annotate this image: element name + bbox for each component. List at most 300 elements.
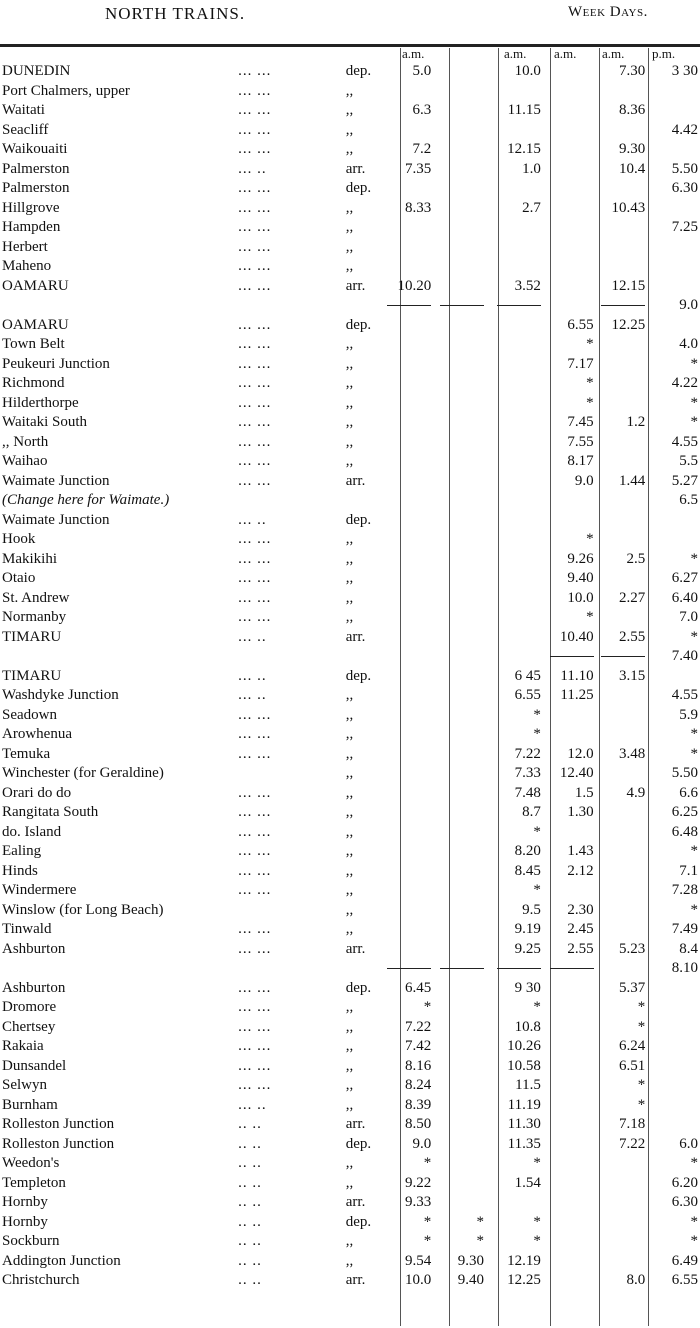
time-cell [543,979,596,999]
time-cell: 1.44 [618,472,646,489]
time-cell [596,1252,648,1272]
time-cell [433,296,486,316]
time-cell: 9.33 [405,1194,432,1210]
time-cell [381,472,434,492]
time-cell [486,1193,543,1213]
station-name: TIMARU [2,628,62,645]
time-cell: 9 30 [514,979,541,996]
time-cell [433,238,486,258]
time-cell: 3.48 [618,745,646,762]
time-cell: * [476,1233,484,1249]
table-row [0,1135,700,1155]
table-row [0,199,700,219]
time-cell: 12.0 [567,745,594,762]
time-cell [486,491,543,511]
table-row [0,667,700,687]
leader-dots: ... ... [238,199,272,216]
station-name: Temuka [2,745,51,762]
time-cell [596,823,648,843]
time-cell: * [690,745,698,762]
time-cell [647,82,700,102]
time-cell [543,1271,596,1291]
station-name: Waikouaiti [2,141,68,157]
time-cell [433,764,486,784]
time-cell [596,218,648,238]
time-cell [543,1154,596,1174]
time-cell [433,1057,486,1077]
station-name: Rolleston Junction [2,1116,115,1132]
table-row [0,764,700,784]
arr-dep-note: ,, [345,570,354,586]
time-cell [486,374,543,394]
time-cell: 5.37 [618,979,646,996]
time-cell [596,257,648,277]
separator-rule [497,968,541,969]
arr-dep-note: ,, [345,882,354,898]
time-cell [543,1193,596,1213]
time-cell [543,491,596,511]
time-cell [433,706,486,726]
station-name: ,, North [2,433,49,450]
station-name: Waimate Junction [2,472,110,489]
table-row [0,238,700,258]
time-cell [433,628,486,648]
table-row [0,1232,700,1252]
station-name [0,296,236,316]
leader-dots [236,296,346,316]
separator-rule [440,305,484,306]
time-cell [486,335,543,355]
time-cell: * [637,1018,646,1035]
time-cell [433,823,486,843]
time-cell: 11.30 [507,1116,541,1132]
station-name: Makikihi [2,550,57,567]
leader-dots: ... ... [238,1018,272,1035]
time-cell: * [690,628,698,645]
time-cell: 6.30 [671,180,698,196]
time-cell [596,569,648,589]
time-cell [433,121,486,141]
arr-dep-note: dep. [345,1213,372,1230]
time-cell: 2.12 [567,862,594,879]
time-cell [596,959,648,979]
time-cell [381,452,434,472]
time-cell: 11.25 [560,687,594,703]
time-cell: * [533,823,541,840]
column-header: a.m. [402,46,425,61]
time-cell [433,667,486,687]
arr-dep-note [346,296,381,316]
arr-dep-note: ,, [345,355,354,372]
time-cell: 11.5 [515,1077,541,1093]
leader-dots: ... ... [238,1057,272,1074]
leader-dots: .. .. [238,1116,262,1132]
station-name: Weedon's [2,1155,60,1171]
table-row [0,1076,700,1096]
leader-dots: ... ... [238,589,272,606]
time-cell: 6.55 [567,316,594,333]
time-cell: 10.0 [567,589,594,606]
station-name: Addington Junction [2,1252,121,1269]
time-cell [543,257,596,277]
time-cell [596,881,648,901]
time-cell: 7.45 [567,414,594,430]
time-cell [543,101,596,121]
time-cell [543,1037,596,1057]
table-row [0,433,700,453]
table-row [0,628,700,648]
arr-dep-note: arr. [345,472,366,489]
time-cell [543,82,596,102]
time-cell: * [533,1155,541,1171]
arr-dep-note: arr. [345,160,366,177]
time-cell [433,589,486,609]
time-cell [381,413,434,433]
time-cell: 4.55 [671,433,698,450]
time-cell [543,1057,596,1077]
station-name: Hornby [2,1213,48,1230]
arr-dep-note: ,, [345,999,354,1015]
arr-dep-note: ,, [345,1038,354,1054]
station-name: Arowhenua [2,726,72,742]
time-cell: 7.22 [618,1135,646,1152]
time-cell: 9.26 [567,550,594,567]
arr-dep-note: ,, [345,550,354,567]
time-cell: 7.55 [567,433,594,450]
station-name: Dunsandel [2,1057,67,1074]
table-row [0,686,700,706]
time-cell [647,1018,700,1038]
leader-dots: ... ... [238,1077,272,1093]
arr-dep-note [346,647,381,667]
time-cell [433,179,486,199]
table-row [0,647,700,667]
time-cell: 4.42 [671,121,698,138]
station-name: Dromore [2,999,57,1015]
time-cell [381,257,434,277]
time-cell [543,1232,596,1252]
time-cell [381,881,434,901]
time-cell [381,394,434,414]
separator-rule [387,968,431,969]
time-cell [596,296,648,316]
table-row [0,257,700,277]
table-row [0,472,700,492]
time-cell [596,608,648,628]
separator-rule [550,656,594,657]
station-name: Tinwald [2,921,52,937]
time-cell [543,1076,596,1096]
station-name: Otaio [2,570,36,586]
time-cell: * [533,1213,541,1230]
table-row [0,589,700,609]
time-cell [381,920,434,940]
time-cell: * [690,550,698,567]
page-title: NORTH TRAINS. [105,4,246,23]
time-cell [433,881,486,901]
time-cell: 6 45 [514,667,541,684]
leader-dots: .. .. [238,1272,262,1288]
station-name: Palmerston [2,160,70,177]
time-cell [433,199,486,219]
station-name: Christchurch [2,1272,80,1288]
arr-dep-note: ,, [345,1233,354,1249]
time-cell [647,998,700,1018]
time-cell [596,862,648,882]
time-cell [543,277,596,297]
arr-dep-note: ,, [345,589,354,606]
arr-dep-note: ,, [345,1057,354,1074]
time-cell: 12.15 [507,141,541,157]
leader-dots: ... ... [238,921,272,937]
time-cell: * [637,1077,646,1093]
time-cell [486,257,543,277]
leader-dots: ... .. [238,687,267,703]
time-cell: 9.22 [405,1174,432,1191]
time-cell: 8.36 [618,102,646,118]
station-name: OAMARU [2,277,69,294]
time-cell [433,374,486,394]
leader-dots: ... ... [238,1038,272,1054]
time-cell [433,647,486,667]
time-cell: 9.19 [514,921,541,937]
leader-dots: .. .. [238,1252,262,1269]
leader-dots: .. .. [238,1155,262,1171]
time-cell [433,1135,486,1155]
table-row [0,842,700,862]
station-name: Hinds [2,862,38,879]
time-cell [433,901,486,921]
time-cell: 9.40 [457,1272,484,1288]
arr-dep-note: ,, [345,726,354,742]
time-cell [381,238,434,258]
time-cell: * [586,531,594,547]
station-name: Richmond [2,375,65,391]
time-cell: 6.55 [671,1272,698,1288]
time-cell: 6.30 [671,1194,698,1210]
arr-dep-note: ,, [345,258,354,274]
separator-rule [387,305,431,306]
leader-dots: ... ... [238,843,272,859]
time-cell: 2.27 [618,589,646,606]
time-cell [543,1135,596,1155]
leader-dots [236,647,346,667]
time-cell [433,979,486,999]
time-cell [647,667,700,687]
time-cell [486,238,543,258]
time-cell: 7.22 [405,1018,432,1035]
time-cell: 4.22 [671,375,698,391]
table-row [0,1174,700,1194]
time-cell [381,296,434,316]
time-cell [486,433,543,453]
time-cell: * [690,1233,698,1249]
table-row [0,745,700,765]
station-name: St. Andrew [2,589,70,606]
time-cell: 6.48 [671,823,698,840]
time-cell [647,1057,700,1077]
table-row [0,1096,700,1116]
arr-dep-note: arr. [345,628,366,645]
time-cell: 11.10 [560,667,594,684]
time-cell: 4.9 [626,784,646,801]
time-cell: 7.49 [671,921,698,937]
time-cell [543,959,596,979]
time-cell: 1.43 [567,843,594,859]
leader-dots: ... ... [238,375,272,391]
station-name: Normanby [2,609,67,625]
table-row [0,218,700,238]
arr-dep-note: dep. [345,1135,372,1152]
time-cell [433,608,486,628]
arr-dep-note [346,959,381,979]
time-cell: 3.15 [618,667,646,684]
time-cell [433,218,486,238]
top-rule [0,44,700,47]
time-cell: 7.48 [514,784,541,801]
arr-dep-note: ,, [345,433,354,450]
time-cell: 6.45 [405,979,432,996]
time-cell [381,784,434,804]
time-cell: 7.33 [514,765,541,781]
time-cell [596,764,648,784]
time-cell [543,725,596,745]
time-cell [596,179,648,199]
time-cell [433,784,486,804]
time-cell [647,530,700,550]
time-cell: 10.0 [405,1272,432,1288]
time-cell [543,179,596,199]
time-cell [381,355,434,375]
column-header: a.m. [554,46,577,61]
time-cell [596,1213,648,1233]
station-name: Hampden [2,219,61,235]
time-cell [543,140,596,160]
time-cell: 7.2 [412,141,432,157]
time-cell: * [423,1213,432,1230]
leader-dots [236,959,346,979]
time-cell [647,1115,700,1135]
table-row [0,374,700,394]
table-row [0,82,700,102]
leader-dots: ... .. [238,667,267,684]
table-row [0,550,700,570]
table-row [0,1037,700,1057]
station-name: Waitati [2,102,45,118]
time-cell: 2.45 [567,921,594,937]
arr-dep-note: ,, [345,199,354,216]
arr-dep-note [346,491,381,511]
table-row [0,511,700,531]
time-cell: 8.24 [405,1077,432,1093]
arr-dep-note: ,, [345,453,354,469]
time-cell: 6.3 [412,102,432,118]
time-cell [433,394,486,414]
arr-dep-note: ,, [345,141,354,157]
time-cell: 7.18 [618,1116,646,1132]
time-cell: * [423,1233,432,1249]
time-cell: 9.0 [574,472,594,489]
time-cell [543,1115,596,1135]
time-cell: 7.35 [405,160,432,177]
time-cell [433,842,486,862]
time-cell [596,901,648,921]
time-cell [433,452,486,472]
leader-dots: ... ... [238,414,272,430]
station-name: Hook [2,531,36,547]
station-name: Maheno [2,258,52,274]
table-row [0,491,700,511]
time-cell: * [533,706,541,723]
arr-dep-note: ,, [345,706,354,723]
leader-dots: ... ... [238,82,272,99]
time-cell: 6.0 [679,1135,698,1152]
time-cell [486,589,543,609]
time-cell [596,842,648,862]
arr-dep-note: ,, [345,531,354,547]
table-row [0,140,700,160]
leader-dots: ... ... [238,550,272,567]
time-cell [596,1174,648,1194]
time-cell [433,803,486,823]
station-name: Seadown [2,706,57,723]
time-cell: 1.5 [574,784,594,801]
arr-dep-note: ,, [345,745,354,762]
time-cell [433,1018,486,1038]
arr-dep-note: ,, [345,219,354,235]
time-cell: * [586,394,594,411]
station-name: Ashburton [2,940,66,957]
time-cell [486,121,543,141]
table-row [0,1115,700,1135]
time-cell [647,238,700,258]
time-cell: 8.0 [626,1272,646,1288]
station-name [0,959,236,979]
table-row [0,62,700,82]
time-cell [433,335,486,355]
leader-dots: ... ... [238,316,272,333]
time-cell [433,959,486,979]
arr-dep-note: ,, [345,1252,354,1269]
leader-dots: ... ... [238,570,272,586]
leader-dots: ... ... [238,180,272,196]
time-cell: 10.4 [618,160,646,177]
table-row [0,959,700,979]
leader-dots: ... .. [238,628,267,645]
time-cell: 8.16 [405,1057,432,1074]
time-cell: * [637,999,646,1015]
time-cell: 12.25 [507,1272,541,1288]
time-cell [596,920,648,940]
time-cell [486,550,543,570]
table-row [0,296,700,316]
table-row [0,803,700,823]
arr-dep-note: dep. [345,667,372,684]
time-cell: * [423,999,432,1015]
time-cell: * [690,394,698,411]
time-cell: 11.19 [507,1096,541,1113]
time-cell [381,530,434,550]
time-cell [433,62,486,82]
time-cell: 2.30 [567,901,594,918]
station-name: Town Belt [2,336,65,352]
time-cell [381,335,434,355]
time-cell: * [586,375,594,391]
arr-dep-note: ,, [345,1077,354,1093]
table-row [0,394,700,414]
leader-dots: ... ... [238,862,272,879]
time-cell [647,1076,700,1096]
